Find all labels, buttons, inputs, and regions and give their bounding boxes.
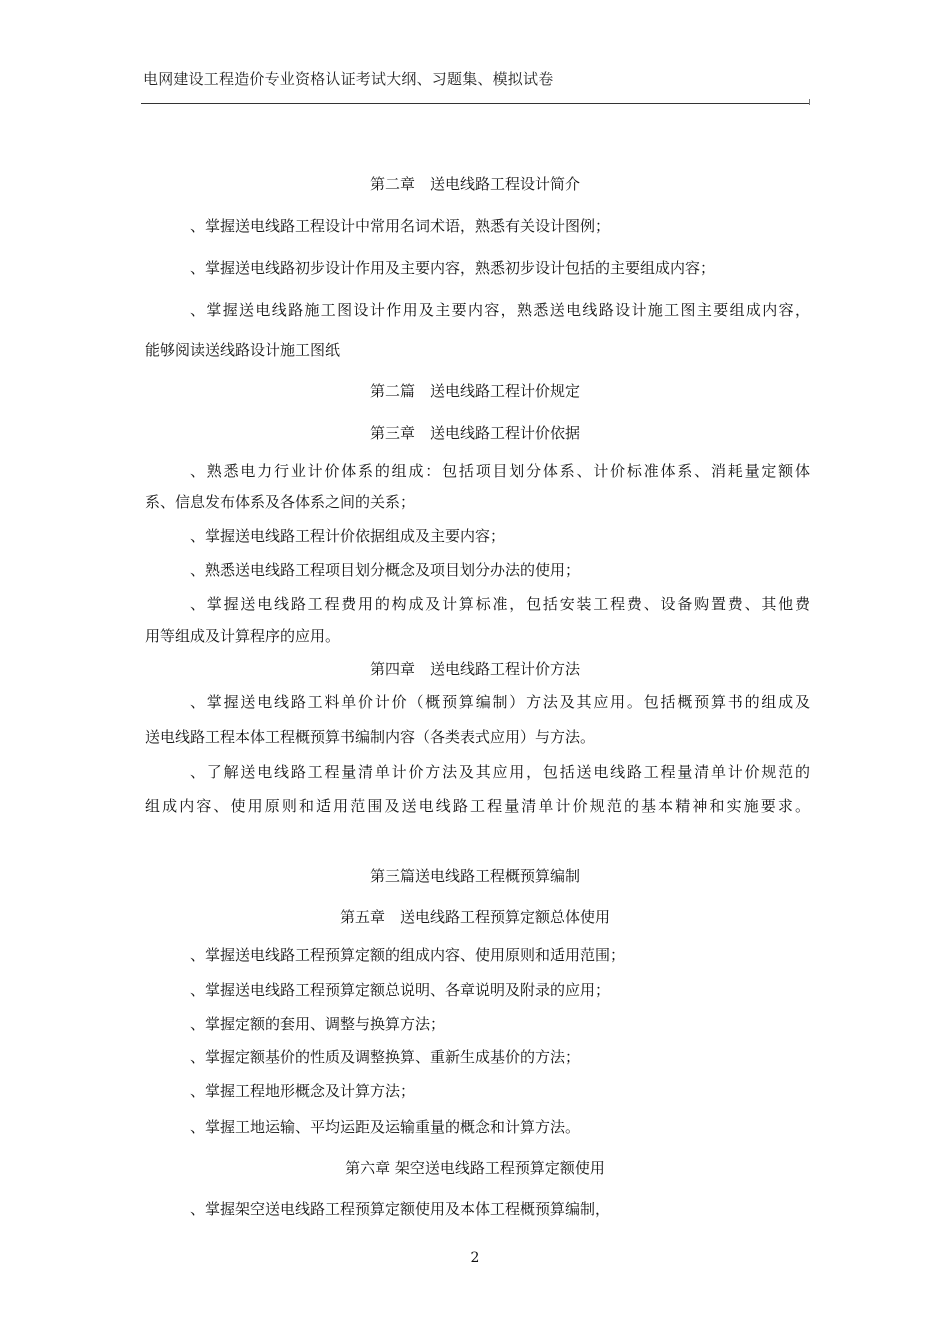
chapter-5-item-2: 、掌握送电线路工程预算定额总说明、各章说明及附录的应用； [190, 981, 611, 999]
chapter-5-item-6: 、掌握工地运输、平均运距及运输重量的概念和计算方法。 [190, 1118, 581, 1136]
chapter-3-title: 第三章 送电线路工程计价依据 [369, 424, 580, 442]
chapter-2-title: 第二章 送电线路工程设计简介 [369, 175, 580, 193]
chapter-4-item-2-line-1: 、了解送电线路工程量清单计价方法及其应用，包括送电线路工程量清单计价规范的 [190, 763, 810, 781]
chapter-6-title: 第六章 架空送电线路工程预算定额使用 [345, 1159, 605, 1177]
part-3-title: 第三篇送电线路工程概预算编制 [369, 867, 580, 885]
chapter-5-item-5: 、掌握工程地形概念及计算方法； [190, 1082, 416, 1100]
chapter-5-title: 第五章 送电线路工程预算定额总体使用 [339, 908, 610, 926]
chapter-2-item-1: 、掌握送电线路工程设计中常用名词术语，熟悉有关设计图例； [190, 217, 611, 235]
chapter-3-item-1-line-1: 、熟悉电力行业计价体系的组成：包括项目划分体系、计价标准体系、消耗量定额体 [190, 462, 810, 480]
chapter-2-item-3-line-1: 、掌握送电线路施工图设计作用及主要内容，熟悉送电线路设计施工图主要组成内容， [190, 301, 810, 319]
chapter-5-item-4: 、掌握定额基价的性质及调整换算、重新生成基价的方法； [190, 1048, 581, 1066]
page-number: 2 [470, 1250, 480, 1266]
header-divider-tick [809, 99, 810, 105]
running-header: 电网建设工程造价专业资格认证考试大纲、习题集、模拟试卷 [143, 70, 554, 88]
chapter-3-item-4-line-2: 用等组成及计算程序的应用。 [145, 627, 341, 645]
chapter-2-item-3-line-2: 能够阅读送线路设计施工图纸 [145, 341, 341, 359]
chapter-3-item-3: 、熟悉送电线路工程项目划分概念及项目划分办法的使用； [190, 561, 581, 579]
chapter-5-item-1: 、掌握送电线路工程预算定额的组成内容、使用原则和适用范围； [190, 946, 626, 964]
header-divider [141, 103, 810, 104]
chapter-6-item-1: 、掌握架空送电线路工程预算定额使用及本体工程概预算编制， [190, 1200, 611, 1218]
chapter-4-item-1-line-1: 、掌握送电线路工料单价计价（概预算编制）方法及其应用。包括概预算书的组成及 [190, 693, 810, 711]
chapter-3-item-1-line-2: 系、信息发布体系及各体系之间的关系； [145, 493, 416, 511]
chapter-4-item-2-line-2: 组成内容、使用原则和适用范围及送电线路工程量清单计价规范的基本精神和实施要求。 [145, 797, 810, 815]
chapter-4-item-1-line-2: 送电线路工程本体工程概预算书编制内容（各类表式应用）与方法。 [145, 728, 596, 746]
chapter-3-item-2: 、掌握送电线路工程计价依据组成及主要内容； [190, 527, 506, 545]
chapter-3-item-4-line-1: 、掌握送电线路工程费用的构成及计算标准，包括安装工程费、设备购置费、其他费 [190, 595, 810, 613]
part-2-title: 第二篇 送电线路工程计价规定 [369, 382, 580, 400]
chapter-4-title: 第四章 送电线路工程计价方法 [369, 660, 580, 678]
chapter-2-item-2: 、掌握送电线路初步设计作用及主要内容，熟悉初步设计包括的主要组成内容； [190, 259, 716, 277]
chapter-5-item-3: 、掌握定额的套用、调整与换算方法； [190, 1015, 446, 1033]
